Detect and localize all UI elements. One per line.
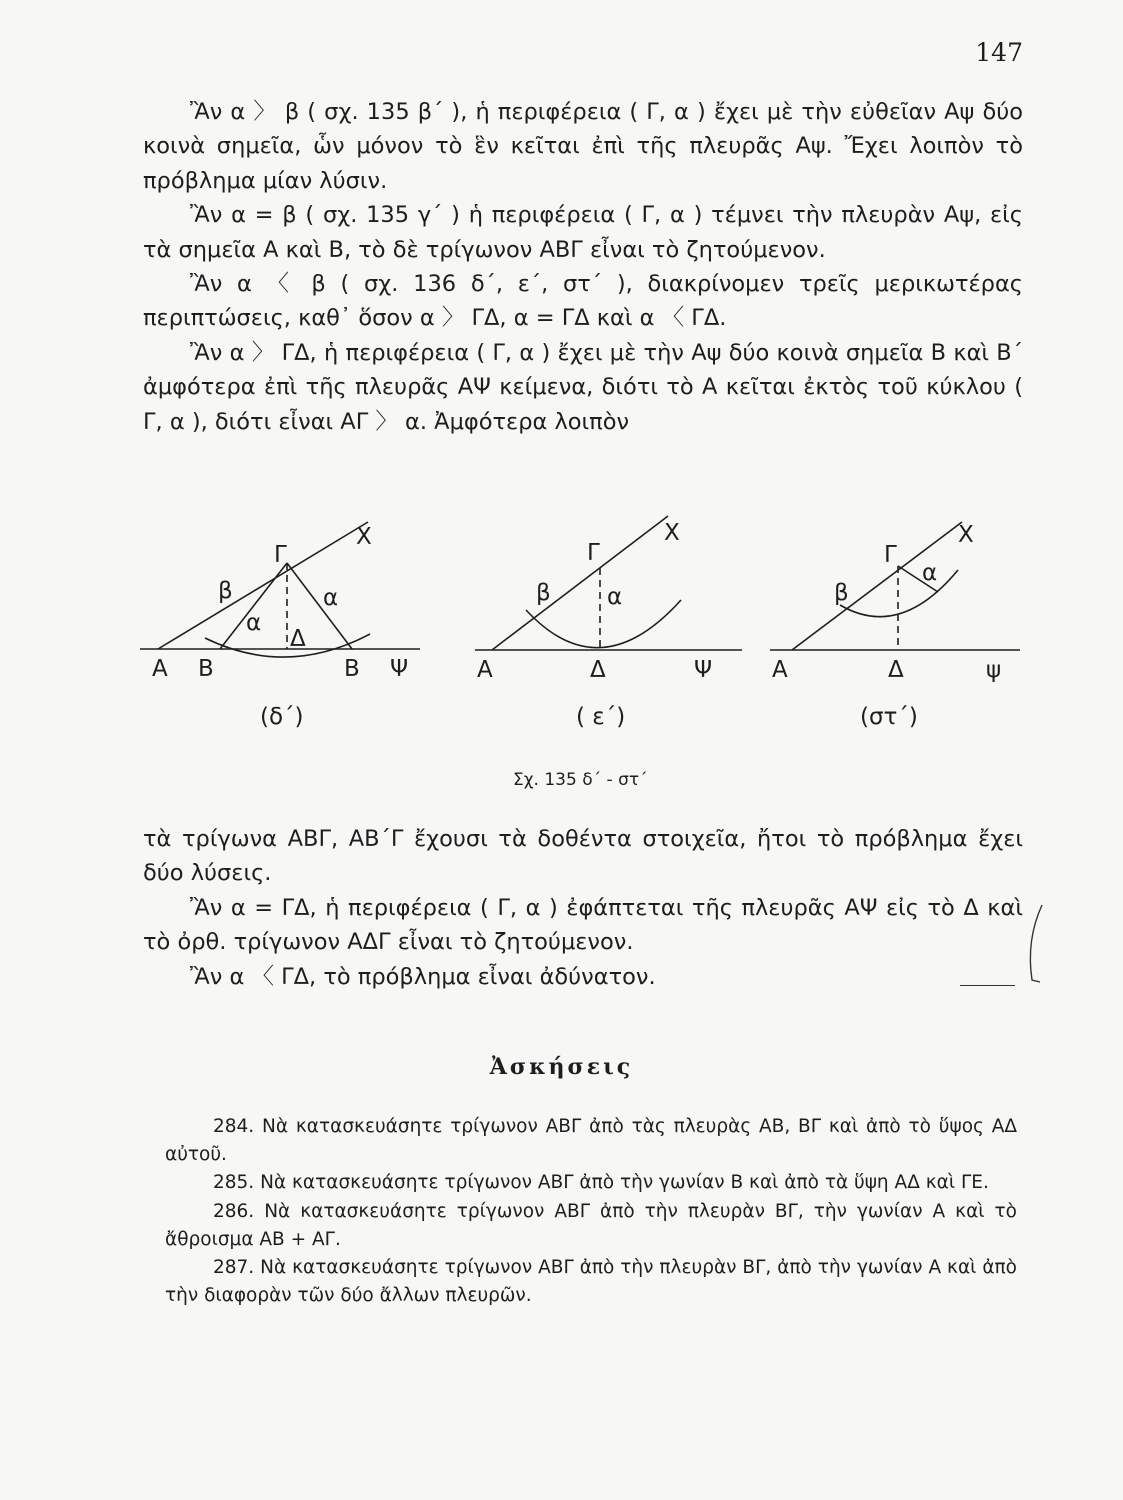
paragraph: Ἂν α = β ( σχ. 135 γ΄ ) ἡ περιφέρεια ( Γ, α ) τέμνει τὴν πλευρὰν Αψ, εἰς τὰ σημεῖα Α καὶ Β, τὸ δὲ τρίγωνον ΑΒΓ εἶναι τὸ ζητούμενον. — [143, 202, 1023, 263]
figure-epsilon — [475, 516, 742, 650]
ray-AX — [792, 522, 962, 650]
caption: ( ε΄) — [576, 704, 626, 730]
label-b: β — [834, 580, 849, 606]
label-Psi: ψ — [986, 657, 1002, 683]
label-A: Α — [772, 657, 788, 683]
margin-rule — [960, 985, 1015, 986]
exercise-item — [165, 1254, 1017, 1310]
paragraph: Ἂν α = ΓΔ, ἡ περιφέρεια ( Γ, α ) ἐφάπτεται τῆς πλευρᾶς ΑΨ εἰς τὸ Δ καὶ τὸ ὀρθ. τρίγωνον ΑΔΓ εἶναι τὸ ζητούμενον. — [143, 894, 1023, 956]
paragraph: Ἂν α 〉 ΓΔ, ἡ περιφέρεια ( Γ, α ) ἔχει μὲ τὴν Αψ δύο κοινὰ σημεῖα Β καὶ Β΄ ἀμφότερα ἐπὶ τῆς πλευρᾶς ΑΨ κείμενα, διότι τὸ Α κεῖται ἐκτὸς τοῦ κύκλου ( Γ, α ), διότι εἶναι ΑΓ 〉 α. Ἀμφότερα λοιπὸν — [143, 339, 1023, 435]
geometry-figures — [140, 500, 1020, 820]
text-block-bottom — [143, 822, 1023, 994]
paragraph: Ἂν α 〈 ΓΔ, τὸ πρόβλημα εἶναι ἀδύνατον. — [190, 963, 656, 990]
ray-AX — [492, 516, 668, 650]
text-block-top — [143, 95, 1023, 439]
exercise-number: 287. — [213, 1257, 255, 1279]
label-A: Α — [477, 657, 493, 683]
label-a: α — [323, 585, 339, 611]
exercise-text: Νὰ κατασκευάσητε τρίγωνον ΑΒΓ ἀπὸ τὴν πλευρὰν ΒΓ, ἀπὸ τὴν γωνίαν Α καὶ ἀπὸ τὴν διαφορὰν τῶν δύο ἄλλων πλευρῶν. — [165, 1257, 1017, 1307]
paragraph: Ἂν α 〉 β ( σχ. 135 β΄ ), ἡ περιφέρεια ( Γ, α ) ἔχει μὲ τὴν εὐθεῖαν Αψ δύο κοινὰ σημεῖα, ὧν μόνον τὸ ἓν κεῖται ἐπὶ τῆς πλευρᾶς Αψ. Ἔχει λοιπὸν τὸ πρόβλημα μίαν λύσιν. — [143, 99, 1023, 194]
label-G: Γ — [274, 542, 287, 568]
exercise-text: Νὰ κατασκευάσητε τρίγωνον ΑΒΓ ἀπὸ τὰς πλευρὰς ΑΒ, ΒΓ καὶ ἀπὸ τὸ ὕψος ΑΔ αὐτοῦ. — [165, 1116, 1017, 1166]
label-X: Χ — [664, 520, 680, 546]
short-arc — [840, 570, 958, 617]
label-B-prime: Β — [344, 656, 360, 682]
label-a: α — [246, 610, 262, 636]
label-D: Δ — [290, 626, 306, 652]
label-a: α — [607, 584, 623, 610]
exercise-number: 285. — [213, 1172, 255, 1194]
paragraph: τὰ τρίγωνα ΑΒΓ, ΑΒ΄Γ ἔχουσι τὰ δοθέντα στοιχεῖα, ἤτοι τὸ πρόβλημα ἔχει δύο λύσεις. — [143, 826, 1023, 887]
exercise-item — [165, 1198, 1017, 1254]
label-G: Γ — [587, 540, 600, 566]
exercise-item — [165, 1113, 1017, 1169]
label-X: Χ — [958, 522, 974, 548]
exercise-number: 284. — [213, 1116, 255, 1137]
label-A: Α — [152, 656, 168, 682]
caption: (στ΄) — [860, 704, 918, 730]
label-G: Γ — [884, 542, 897, 568]
label-B: Β — [198, 656, 214, 682]
label-Psi: Ψ — [390, 656, 409, 682]
label-D: Δ — [888, 657, 904, 683]
label-D: Δ — [590, 657, 606, 683]
label-Psi: Ψ — [694, 657, 713, 683]
exercises-list — [165, 1113, 1017, 1310]
exercises-heading: Ἀσκήσεις — [489, 1054, 634, 1080]
label-b: β — [536, 580, 551, 606]
figure-135 — [140, 500, 1020, 820]
exercise-number: 286. — [213, 1200, 255, 1222]
figure-caption: Σχ. 135 δ΄ - στ΄ — [513, 770, 648, 790]
exercise-item — [165, 1169, 1017, 1197]
label-X: Χ — [356, 524, 372, 550]
label-b: β — [218, 578, 233, 604]
exercise-text: Νὰ κατασκευάσητε τρίγωνον ΑΒΓ ἀπὸ τὴν γωνίαν Β καὶ ἀπὸ τὰ ὕψη ΑΔ καὶ ΓΕ. — [260, 1172, 989, 1194]
caption: (δ΄) — [260, 704, 304, 730]
page-number: 147 — [975, 38, 1023, 67]
paragraph: Ἂν α 〈 β ( σχ. 136 δ΄, ε΄, στ΄ ), διακρίνομεν τρεῖς μερικωτέρας περιπτώσεις, καθ᾽ ὅσον α 〉 ΓΔ, α = ΓΔ καὶ α 〈 ΓΔ. — [143, 271, 1023, 332]
margin-bracket — [1020, 900, 1050, 990]
exercise-text: Νὰ κατασκευάσητε τρίγωνον ΑΒΓ ἀπὸ τὴν πλευρὰν ΒΓ, τὴν γωνίαν Α καὶ τὸ ἄθροισμα ΑΒ + ΑΓ. — [165, 1200, 1017, 1250]
label-a: α — [922, 560, 938, 586]
